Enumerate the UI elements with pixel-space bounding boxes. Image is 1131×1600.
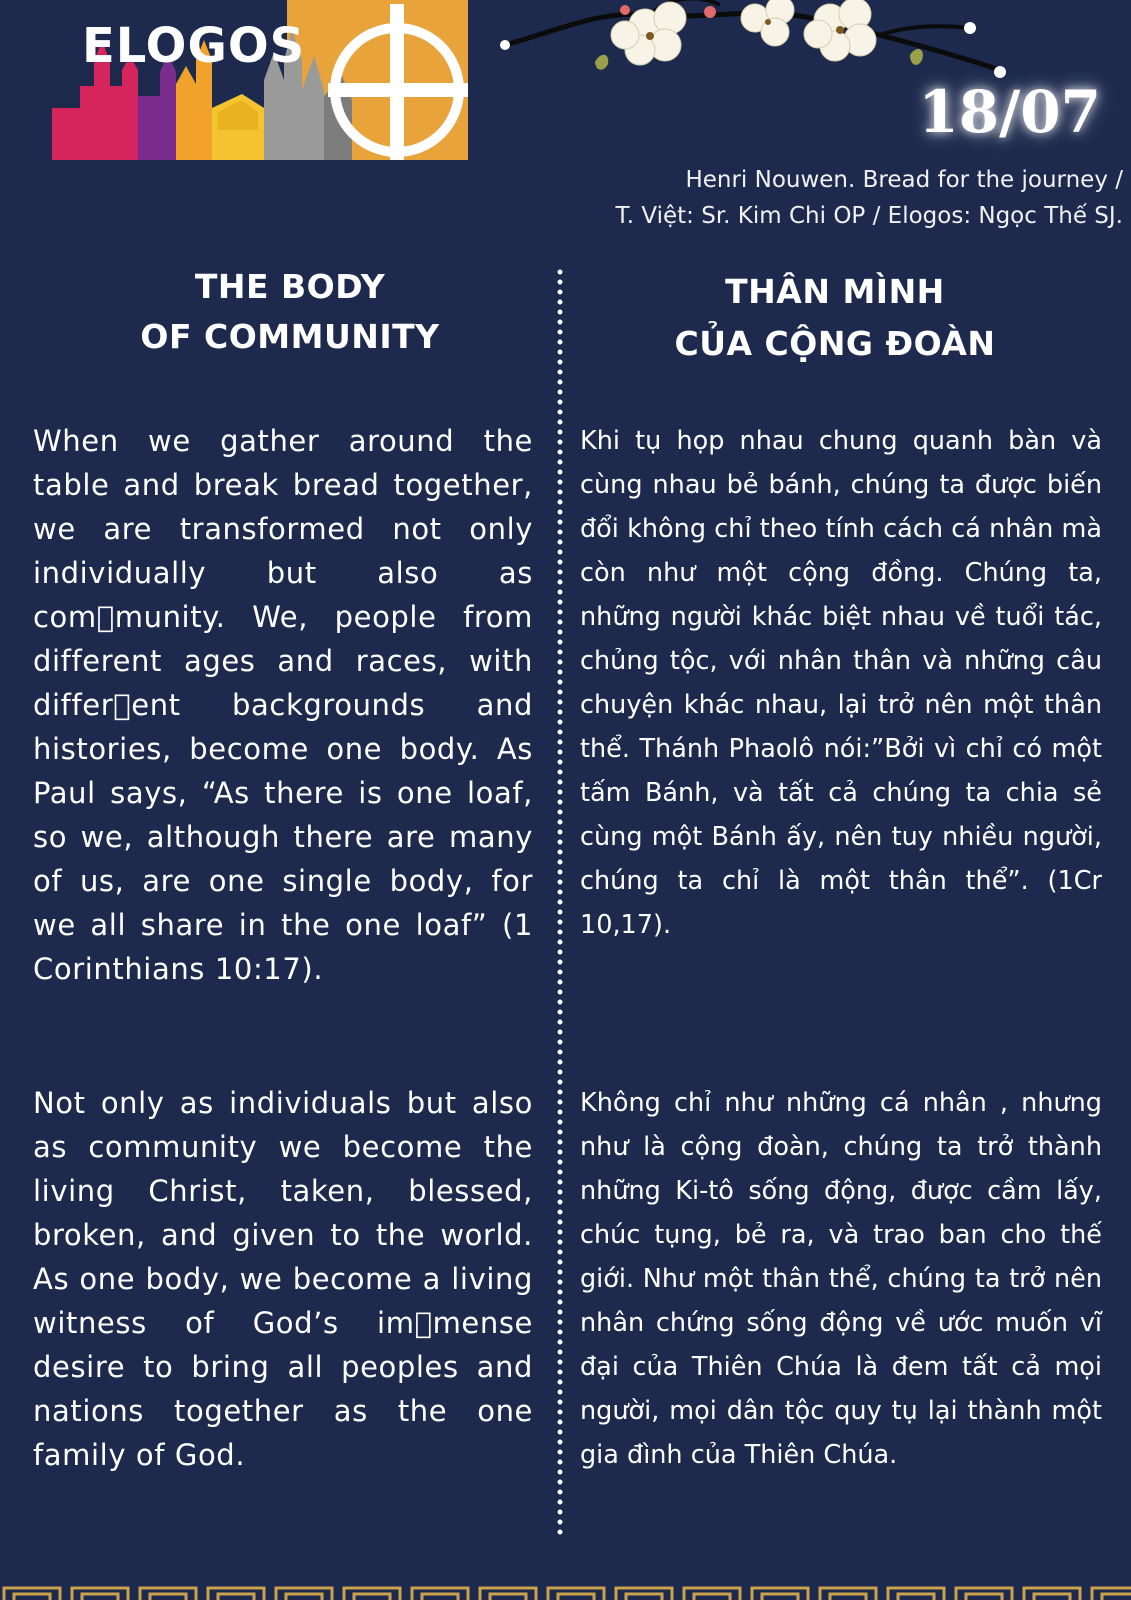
greek-key-segment	[140, 1588, 196, 1600]
source-credit	[615, 162, 1123, 234]
blossom-branch-decoration	[500, 0, 1020, 90]
credit-line-book: Henri Nouwen. Bread for the journey /	[685, 167, 1123, 193]
greek-key-segment	[888, 1588, 944, 1600]
greek-key-segment	[548, 1588, 604, 1600]
greek-key-segment	[684, 1588, 740, 1600]
greek-key-segment	[344, 1588, 400, 1600]
greek-key-segment	[956, 1588, 1012, 1600]
greek-key-segment	[1092, 1588, 1131, 1600]
greek-key-segment	[276, 1588, 332, 1600]
greek-key-segment	[412, 1588, 468, 1600]
english-paragraph-2: Not only as individuals but also as community we become the living Christ, taken, blessed, broken, and given to the world. As one body, we become a living witness of God’s im mense desire to bring all peoples and nations together as the one family of God.	[33, 1086, 533, 1472]
credit-line-translation: T. Việt: Sr. Kim Chi OP / Elogos: Ngọc Thế SJ.	[615, 203, 1123, 229]
dotted-column-divider	[557, 267, 563, 1537]
elogos-logo	[52, 0, 468, 160]
vietnamese-title-line2: CỦA CỘNG ĐOÀN	[674, 324, 996, 363]
english-title-line1: THE BODY	[194, 267, 386, 306]
vietnamese-paragraph-2: Không chỉ như những cá nhân , nhưng như là cộng đoàn, chúng ta trở thành những Ki-tô sống động, được cầm lấy, chúc tụng, bẻ ra, và trao ban cho thế giới. Như một thân thể, chúng ta trở nên nhân chứng sống động về ước muốn vĩ đại của Thiên Chúa là đem tất cả mọi người, mọi dân tộc quy tụ lại thành một gia đình của Thiên Chúa.	[580, 1088, 1102, 1470]
vietnamese-title	[570, 266, 1100, 370]
greek-key-segment	[1024, 1588, 1080, 1600]
logo-wordmark: ELOGOS	[82, 18, 306, 74]
greek-key-segment	[480, 1588, 536, 1600]
greek-key-segment	[208, 1588, 264, 1600]
greek-key-segment	[616, 1588, 672, 1600]
vietnamese-title-line1: THÂN MÌNH	[725, 272, 945, 311]
date-label: 18/07	[918, 78, 1101, 146]
greek-key-footer-border	[0, 1584, 1131, 1600]
greek-key-segment	[820, 1588, 876, 1600]
greek-key-segment	[4, 1588, 60, 1600]
greek-key-segment	[72, 1588, 128, 1600]
vietnamese-paragraph-1: Khi tụ họp nhau chung quanh bàn và cùng nhau bẻ bánh, chúng ta được biến đổi không chỉ theo tính cách cá nhân mà còn như một cộng đồng. Chúng ta, những người khác biệt nhau về tuổi tác, chủng tộc, với nhân thân và những câu chuyện khác nhau, lại trở nên một thân thể. Thánh Phaolô nói:”Bởi vì chỉ có một tấm Bánh, và tất cả chúng ta chia sẻ cùng một Bánh ấy, nên tuy nhiều người, chúng ta chỉ là một thân thể”. (1Cr 10,17).	[580, 426, 1102, 940]
english-title-line2: OF COMMUNITY	[140, 317, 440, 356]
greek-key-segment	[752, 1588, 808, 1600]
english-paragraph-1: When we gather around the table and break bread together, we are transformed not only individually but also as com munity. We, people from different ages and races, with differ ent backgrounds and histories, become one body. As Paul says, “As there is one loaf, so we, although there are many of us, are one single body, for we all share in the one loaf” (1 Corinthians 10:17).	[33, 424, 533, 986]
english-title	[30, 262, 550, 362]
